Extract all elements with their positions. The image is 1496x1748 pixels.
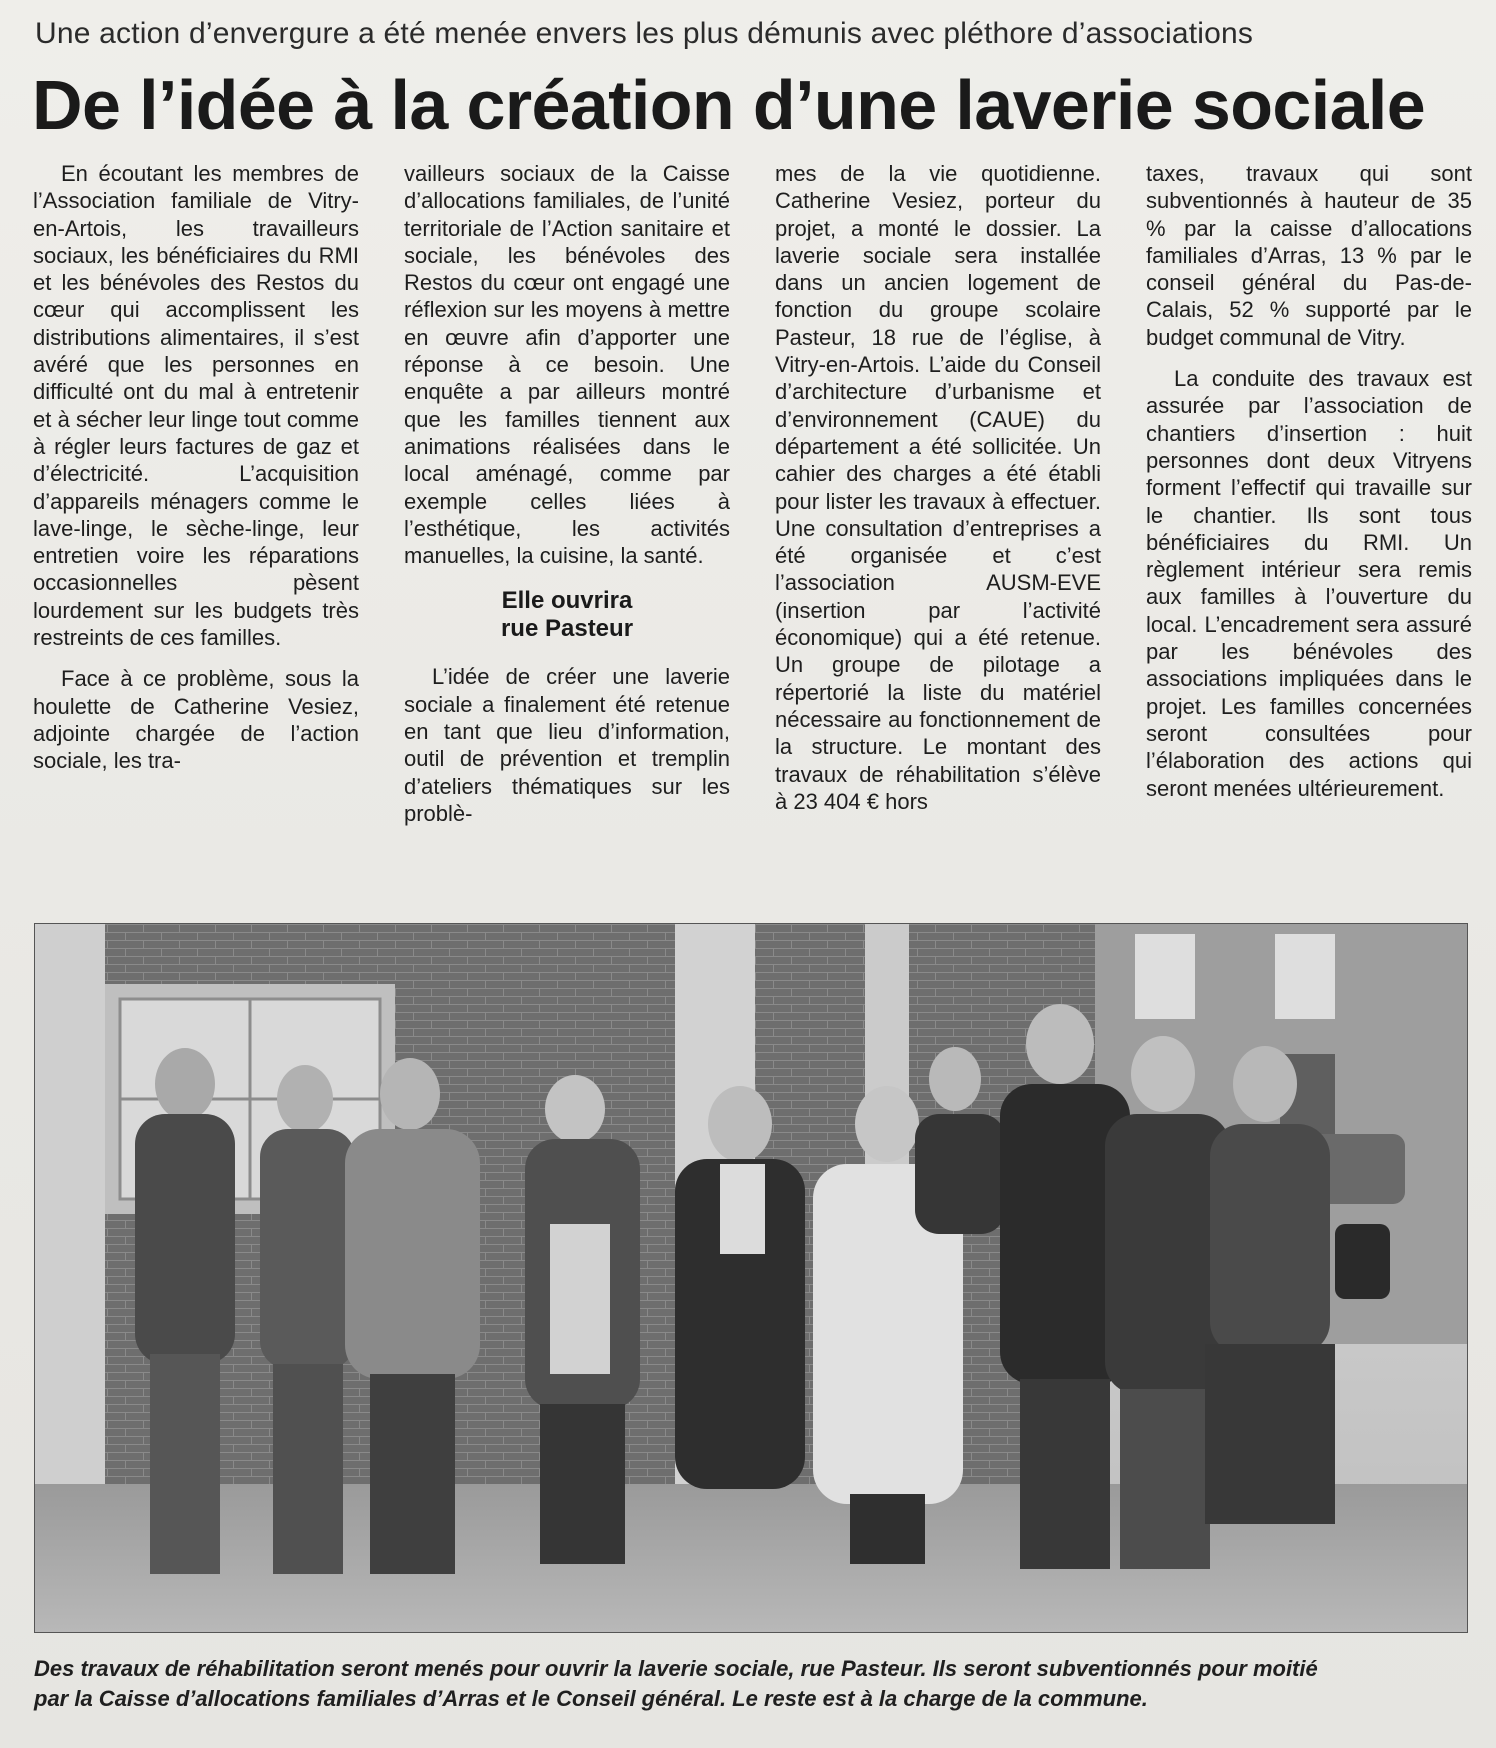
article-headline: De l’idée à la création d’une laverie sociale bbox=[32, 66, 1426, 144]
intertitle-line: Elle ouvrira bbox=[501, 587, 633, 615]
paragraph: Face à ce problème, sous la houlette de Catherine Vesiez, adjointe chargée de l’action sociale, les tra- bbox=[33, 666, 359, 774]
paragraph: En écoutant les membres de l’Association familiale de Vitry-en-Artois, les travailleurs sociaux, les bénéficiaires du RMI et les bénévoles des Restos du cœur qui accomplissent les distributions alimentaires, il s’est avéré que les personnes en difficulté ont du mal à entretenir et à sécher leur linge tout comme à régler leurs factures de gaz et d’électricité. L’acquisition d’appareils ménagers comme le lave-linge, le sèche-linge, leur entretien voire les réparations occasionnelles pèsent lourdement sur les budgets très restreints de ces familles. bbox=[33, 161, 359, 651]
photo-caption bbox=[34, 1654, 1474, 1714]
paragraph: L’idée de créer une laverie sociale a finalement été retenue en tant que lieu d’information, outil de prévention et tremplin d’ateliers thématiques sur les problè- bbox=[404, 664, 730, 826]
group-photo-illustration bbox=[35, 924, 1467, 1632]
article-kicker: Une action d’envergure a été menée envers les plus démunis avec pléthore d’associations bbox=[35, 17, 1254, 50]
intertitle-line: rue Pasteur bbox=[500, 615, 634, 643]
paragraph: La conduite des travaux est assurée par l’association de chantiers d’insertion : huit personnes dont deux Vitryens forment l’effectif qui travaille sur le chantier. Ils sont tous bénéficiaires du RMI. Un règlement intérieur sera remis aux familles à l’ouverture du local. L’encadrement sera assuré par les bénévoles des associations impliquées dans le projet. Les familles concernées seront consultées pour l’élaboration des actions qui seront menées ultérieurement. bbox=[1146, 366, 1472, 801]
group-photo bbox=[34, 923, 1468, 1633]
intertitle bbox=[404, 587, 730, 643]
text-column-1 bbox=[33, 160, 359, 895]
text-column-2 bbox=[404, 160, 730, 895]
paragraph: taxes, travaux qui sont subventionnés à hauteur de 35 % par la caisse d’allocations familiales d’Arras, 13 % par le conseil général du Pas-de-Calais, 52 % supporté par le budget communal de Vitry. bbox=[1146, 161, 1472, 350]
text-column-4 bbox=[1146, 160, 1472, 895]
caption-line: par la Caisse d’allocations familiales d’Arras et le Conseil général. Le reste est à la charge de la commune. bbox=[34, 1686, 1148, 1711]
paragraph: mes de la vie quotidienne. Catherine Vesiez, porteur du projet, a monté le dossier. La laverie sociale sera installée dans un ancien logement de fonction du groupe scolaire Pasteur, 18 rue de l’église, à Vitry-en-Artois. L’aide du Conseil d’architecture d’urbanisme et d’environnement (CAUE) du département a été sollicitée. Un cahier des charges a été établi pour lister les travaux à effectuer. Une consultation d’entreprises a été organisée et c’est l’association AUSM-EVE (insertion par l’activité économique) qui a été retenue. Un groupe de pilotage a répertorié la liste du matériel nécessaire au fonctionnement de la structure. Le montant des travaux de réhabilitation s’élève à 23 404 € hors bbox=[775, 161, 1101, 814]
paragraph: vailleurs sociaux de la Caisse d’allocations familiales, de l’unité territoriale de l’Action sanitaire et sociale, les bénévoles des Restos du cœur ont engagé une réflexion sur les moyens à mettre en œuvre afin d’apporter une réponse à ce besoin. Une enquête a par ailleurs montré que les familles tiennent aux animations réalisées dans le local aménagé, comme par exemple celles liées à l’esthétique, les activités manuelles, la cuisine, la santé. bbox=[404, 161, 730, 569]
caption-line: Des travaux de réhabilitation seront menés pour ouvrir la laverie sociale, rue Pasteur. Ils seront subventionnés pour moitié bbox=[34, 1656, 1318, 1681]
text-column-3 bbox=[775, 160, 1101, 895]
article-body bbox=[33, 160, 1472, 895]
